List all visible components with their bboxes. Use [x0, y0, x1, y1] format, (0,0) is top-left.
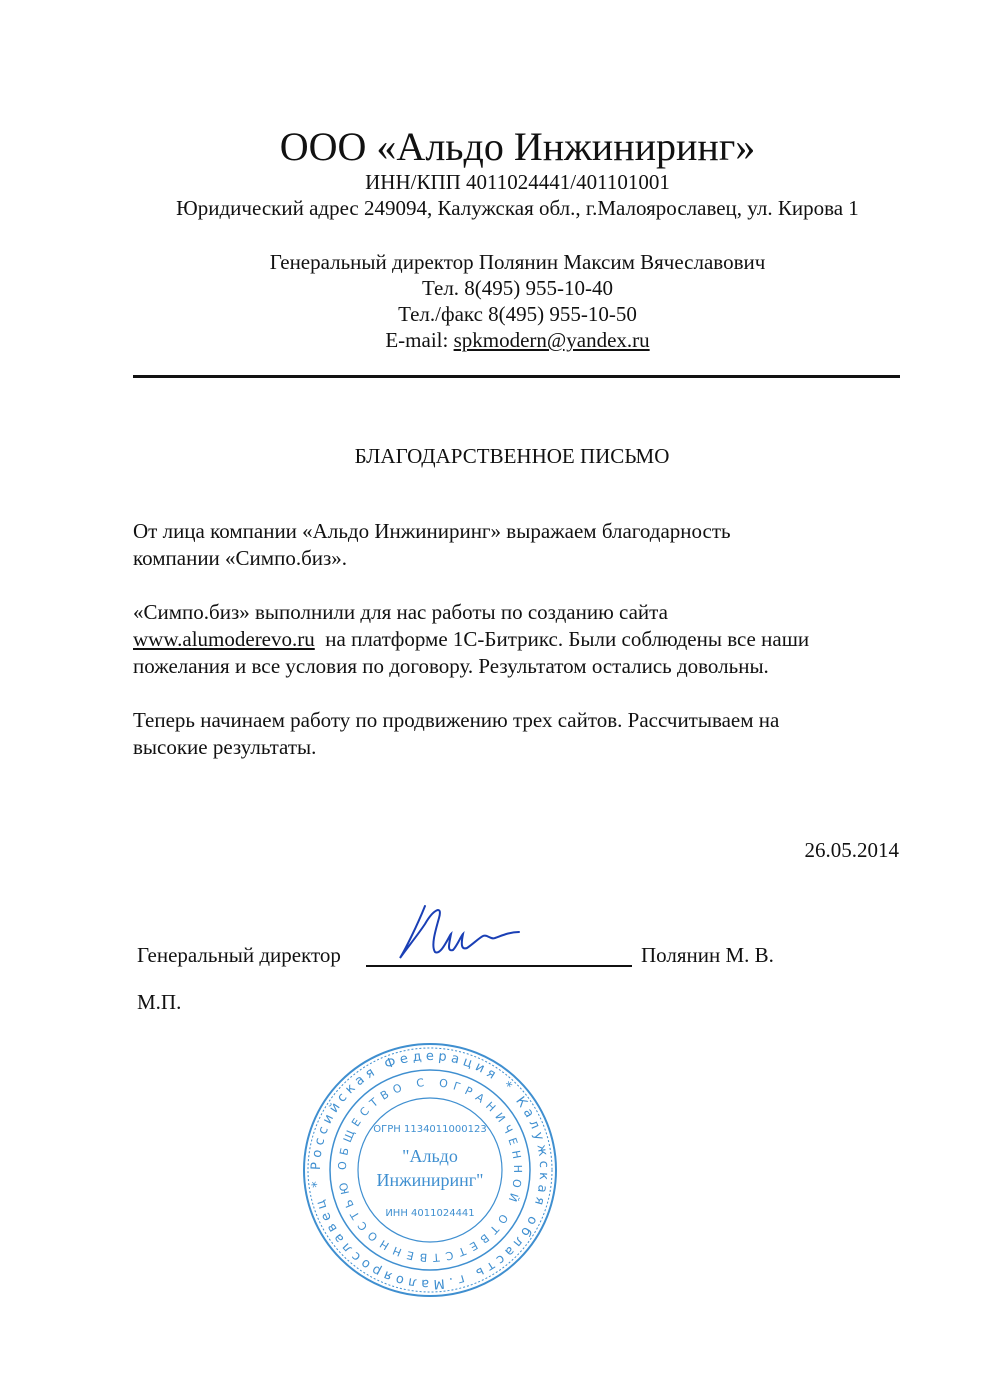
email-line — [0, 328, 1000, 352]
legal-address: Юридический адрес 249094, Калужская обл., г.Малоярославец, ул. Кирова 1 — [176, 196, 859, 220]
letter-date: 26.05.2014 — [804, 838, 899, 862]
paragraph-2-line-2 — [133, 626, 809, 653]
paragraph-2-line-1: «Симпо.биз» выполнили для нас работы по созданию сайта — [133, 600, 668, 624]
paragraph-3-line-2: высокие результаты. — [133, 735, 317, 759]
header-divider — [133, 375, 900, 378]
email-label: E-mail: — [385, 328, 454, 352]
paragraph-2-line-2-text: на платформе 1С-Битрикс. Были соблюдены все наши — [314, 627, 810, 651]
stamp-ring-text: ОБЩЕСТВО С ОГРАНИЧЕННОЙ ОТВЕТСТВЕННОСТЬЮ — [335, 1075, 525, 1265]
stamp-outer-text: Российская Федерация * Калужская область г.Малоярославец * — [308, 1048, 552, 1292]
inn-kpp: ИНН/КПП 4011024441/401101001 — [365, 170, 670, 194]
company-name: ООО «Альдо Инжиниринг» — [279, 124, 756, 169]
website-link[interactable]: www.alumoderevo.ru — [133, 627, 315, 651]
signature-label: Генеральный директор — [137, 943, 341, 967]
signatory-name: Полянин М. В. — [641, 943, 774, 967]
paragraph-1-line-2: компании «Симпо.биз». — [133, 546, 348, 570]
signature-line — [366, 965, 632, 967]
email-link[interactable]: spkmodern@yandex.ru — [453, 328, 650, 352]
stamp-place-label: М.П. — [137, 990, 182, 1014]
handwritten-signature — [395, 900, 525, 962]
stamp-center-text-1: "Альдо — [402, 1146, 458, 1166]
company-seal-stamp — [300, 1040, 560, 1300]
director-line: Генеральный директор Полянин Максим Вячеславович — [269, 250, 766, 274]
stamp-ogrn: ОГРН 1134011000123 — [373, 1124, 487, 1135]
stamp-inn: ИНН 4011024441 — [385, 1208, 475, 1219]
letter-title: БЛАГОДАРСТВЕННОЕ ПИСЬМО — [354, 444, 670, 468]
phone: Тел. 8(495) 955-10-40 — [421, 276, 614, 300]
stamp-center-text-2: Инжиниринг" — [376, 1170, 484, 1190]
fax: Тел./факс 8(495) 955-10-50 — [398, 302, 637, 326]
paragraph-3-line-1: Теперь начинаем работу по продвижению трех сайтов. Рассчитываем на — [133, 708, 780, 732]
paragraph-2-line-3: пожелания и все условия по договору. Результатом остались довольны. — [133, 654, 769, 678]
paragraph-1-line-1: От лица компании «Альдо Инжиниринг» выражаем благодарность — [133, 519, 731, 543]
